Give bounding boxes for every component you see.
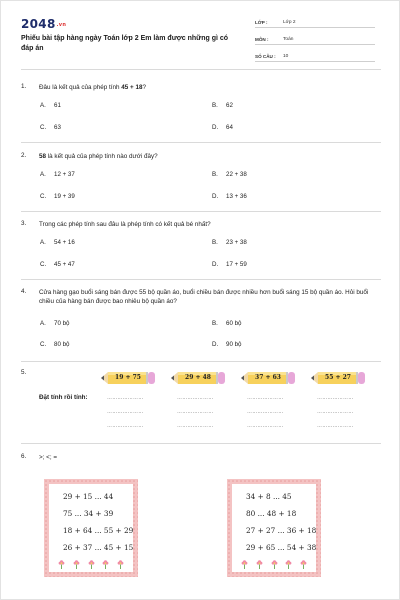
flower-icon: [57, 560, 66, 569]
answer-line[interactable]: …………………: [247, 409, 284, 415]
answer-line[interactable]: …………………: [107, 395, 144, 401]
question-text: Cửa hàng gạo buổi sáng bán được 55 bộ quần áo, buổi chiều bán được nhiều hơn buổi sáng 15 bộ quần áo. Hỏi buổi chiều của hàng bán được bao nhiêu bộ quần áo?: [39, 289, 369, 305]
option-d[interactable]: D. 90 bộ: [212, 341, 242, 348]
meta-row-class: [255, 16, 375, 28]
logo-suffix: .vn: [56, 21, 67, 28]
site-logo[interactable]: [21, 17, 66, 31]
card-content: [49, 484, 133, 572]
question-4: [21, 288, 381, 354]
answer-line[interactable]: …………………: [107, 409, 144, 415]
option-c[interactable]: C. 63: [40, 124, 61, 131]
flower-icon: [299, 560, 308, 569]
expression-text: 29 + 48: [185, 374, 211, 381]
comparison-expression[interactable]: 80 ... 48 + 18: [246, 509, 297, 518]
flower-icon: [240, 560, 249, 569]
option-a[interactable]: A. 12 + 37: [40, 171, 75, 178]
worksheet-meta: [255, 16, 375, 67]
option-a[interactable]: A. 61: [40, 102, 61, 109]
pencil-expression: [311, 370, 365, 386]
answer-line[interactable]: …………………: [247, 423, 284, 429]
divider: [21, 443, 381, 444]
question-number: 2.: [21, 152, 27, 159]
answer-line[interactable]: …………………: [177, 409, 214, 415]
question-number: 6.: [21, 453, 27, 460]
option-c[interactable]: C. 45 + 47: [40, 261, 75, 268]
flower-icon: [72, 560, 81, 569]
divider: [21, 361, 381, 362]
meta-label: MÔN :: [255, 37, 269, 42]
question-text: >; <; =: [39, 454, 58, 461]
meta-value: Lớp 2: [283, 20, 296, 25]
option-a[interactable]: A. 70 bộ: [40, 320, 70, 327]
pencil-expression: [171, 370, 225, 386]
flower-icon: [255, 560, 264, 569]
question-text: 58 là kết quả của phép tính nào dưới đây?: [39, 153, 158, 160]
expression-text: 19 + 75: [115, 374, 141, 381]
question-1: [21, 83, 381, 133]
answer-line[interactable]: …………………: [317, 409, 354, 415]
option-a[interactable]: A. 54 + 16: [40, 239, 75, 246]
flower-icon: [101, 560, 110, 569]
header-divider: [21, 69, 381, 70]
meta-label: LỚP :: [255, 20, 268, 25]
expression-text: 37 + 63: [255, 374, 281, 381]
pencil-expression: [101, 370, 155, 386]
answer-line[interactable]: …………………: [247, 395, 284, 401]
question-3: [21, 220, 381, 270]
option-b[interactable]: B. 23 + 38: [212, 239, 247, 246]
expression-text: 55 + 27: [325, 374, 351, 381]
question-2: [21, 152, 381, 202]
meta-value: 10: [283, 54, 289, 59]
question-number: 3.: [21, 220, 27, 227]
divider: [21, 211, 381, 212]
comparison-expression[interactable]: 18 + 64 ... 55 + 29: [63, 526, 134, 535]
option-d[interactable]: D. 13 + 36: [212, 193, 247, 200]
question-number: 4.: [21, 288, 27, 295]
answer-line[interactable]: …………………: [177, 395, 214, 401]
answer-line[interactable]: …………………: [317, 423, 354, 429]
option-b[interactable]: B. 62: [212, 102, 233, 109]
option-d[interactable]: D. 64: [212, 124, 233, 131]
question-number: 1.: [21, 83, 27, 90]
option-b[interactable]: B. 22 + 38: [212, 171, 247, 178]
comparison-expression[interactable]: 29 + 65 ... 54 + 38: [246, 543, 317, 552]
question-number: 5.: [21, 369, 27, 376]
option-b[interactable]: B. 60 bộ: [212, 320, 242, 327]
meta-value: Toán: [283, 37, 294, 42]
comparison-expression[interactable]: 34 + 8 ... 45: [246, 492, 292, 501]
flower-icon: [87, 560, 96, 569]
answer-line[interactable]: …………………: [177, 423, 214, 429]
divider: [21, 142, 381, 143]
document-title: Phiếu bài tập hàng ngày Toán lớp 2 Em làm được những gì có đáp án: [21, 35, 229, 52]
answer-line[interactable]: …………………: [107, 423, 144, 429]
question-text: Đâu là kết quả của phép tính 45 + 18?: [39, 84, 146, 91]
flower-row: [57, 560, 125, 569]
flower-icon: [270, 560, 279, 569]
comparison-card-left: [44, 479, 138, 577]
comparison-card-right: [227, 479, 321, 577]
card-content: [232, 484, 316, 572]
option-c[interactable]: C. 80 bộ: [40, 341, 70, 348]
comparison-expression[interactable]: 75 ... 34 + 39: [63, 509, 114, 518]
meta-row-count: [255, 50, 375, 62]
meta-row-subject: [255, 33, 375, 45]
question-instruction: Đặt tính rồi tính:: [39, 394, 88, 401]
comparison-expression[interactable]: 26 + 37 ... 45 + 15: [63, 543, 134, 552]
option-c[interactable]: C. 19 + 39: [40, 193, 75, 200]
flower-row: [240, 560, 308, 569]
meta-label: SỐ CÂU :: [255, 54, 276, 59]
option-d[interactable]: D. 17 + 59: [212, 261, 247, 268]
answer-line[interactable]: …………………: [317, 395, 354, 401]
pencil-expression: [241, 370, 295, 386]
flower-icon: [116, 560, 125, 569]
divider: [21, 279, 381, 280]
comparison-expression[interactable]: 29 + 15 ... 44: [63, 492, 114, 501]
comparison-expression[interactable]: 27 + 27 ... 36 + 18: [246, 526, 317, 535]
flower-icon: [284, 560, 293, 569]
question-6: [21, 453, 381, 467]
logo-text: 2048: [21, 17, 56, 31]
question-text: Trong các phép tính sau đâu là phép tính có kết quả bé nhất?: [39, 221, 211, 228]
